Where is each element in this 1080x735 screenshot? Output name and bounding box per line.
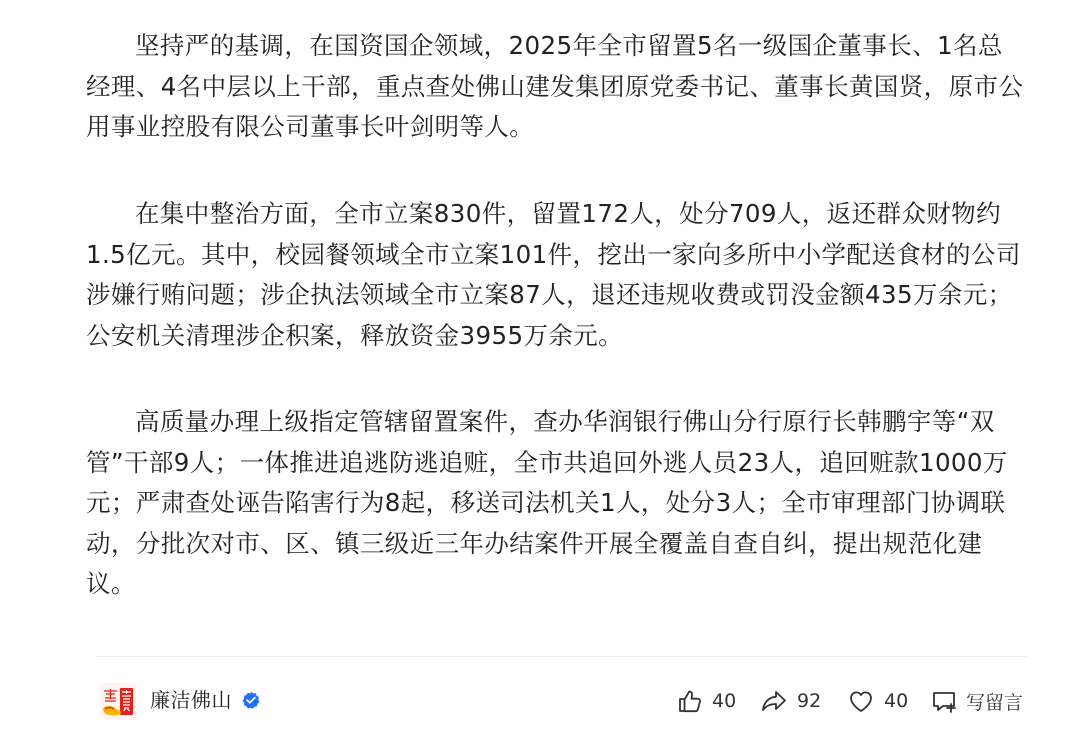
favorite-button[interactable] xyxy=(846,685,908,717)
write-comment-label: 写留言 xyxy=(966,691,1024,714)
account-avatar[interactable] xyxy=(100,683,136,719)
share-count: 92 xyxy=(797,690,822,712)
comment-icon xyxy=(930,687,958,715)
like-button[interactable] xyxy=(676,685,736,717)
heart-icon xyxy=(846,687,876,715)
article-footer xyxy=(96,681,1026,721)
article-paragraph: 在集中整治方面，全市立案830件，留置172人，处分709人，返还群众财物约1.5亿元。其中，校园餐领域全市立案101件，挖出一家向多所中小学配送食材的公司涉嫌行贿问题；涉企执法领域全市立案87人，退还违规收费或罚没金额435万余元；公安机关清理涉企积案，释放资金3955万余元。 xyxy=(86,199,1021,350)
footer-divider xyxy=(96,656,1026,657)
write-comment-button[interactable] xyxy=(930,685,1023,717)
share-button[interactable] xyxy=(759,685,821,717)
article-paragraph: 坚持严的基调，在国资国企领域，2025年全市留置5名一级国企董事长、1名总经理、4名中层以上干部，重点查处佛山建发集团原党委书记、董事长黄国贤，原市公用事业控股有限公司董事长叶剑明等人。 xyxy=(86,31,1024,141)
share-arrow-icon xyxy=(759,687,789,715)
lianjie-foshan-logo-icon xyxy=(100,683,136,719)
article-paragraph: 高质量办理上级指定管辖留置案件，查办华润银行佛山分行原行长韩鹏宇等“双管”干部9人；一体推进追逃防逃追赃，全市共追回外逃人员23人，追回赃款1000万元；严肃查处诬告陷害行为8起，移送司法机关1人，处分3人；全市审理部门协调联动，分批次对市、区、镇三级近三年办结案件开展全覆盖自查自纠，提出规范化建议。 xyxy=(86,407,1008,598)
favorite-count: 40 xyxy=(884,690,909,712)
account-name[interactable]: 廉洁佛山 xyxy=(150,688,232,712)
thumbs-up-icon xyxy=(676,687,704,715)
like-count: 40 xyxy=(712,690,737,712)
verified-badge-icon xyxy=(242,691,260,709)
